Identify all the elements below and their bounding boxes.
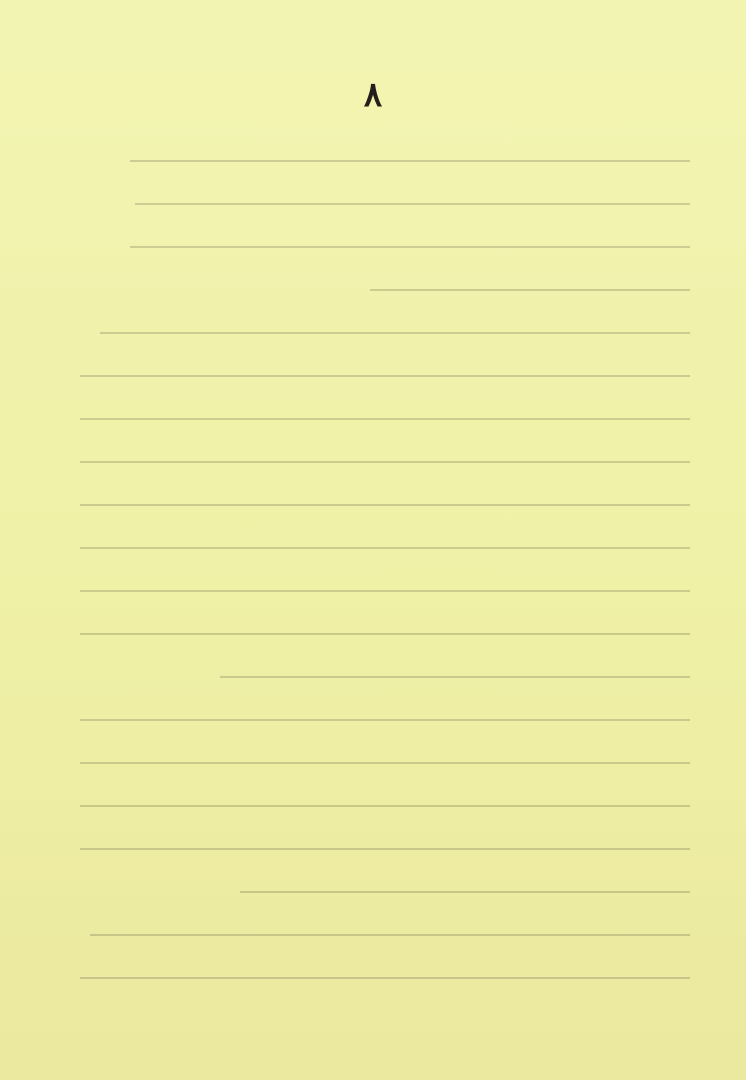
page-number: ۸ bbox=[363, 75, 383, 115]
text-line bbox=[100, 332, 690, 334]
text-line bbox=[90, 934, 690, 936]
text-line bbox=[80, 805, 690, 807]
text-line bbox=[80, 977, 690, 979]
text-line bbox=[130, 160, 690, 162]
text-line bbox=[80, 547, 690, 549]
text-line bbox=[80, 590, 690, 592]
text-line bbox=[80, 375, 690, 377]
text-line bbox=[80, 504, 690, 506]
text-line bbox=[370, 289, 690, 291]
text-line bbox=[80, 762, 690, 764]
text-line bbox=[80, 848, 690, 850]
text-line bbox=[220, 676, 690, 678]
body-text-lines bbox=[70, 140, 690, 1040]
text-line bbox=[80, 633, 690, 635]
text-line bbox=[80, 418, 690, 420]
text-line bbox=[80, 461, 690, 463]
text-line bbox=[240, 891, 690, 893]
text-line bbox=[135, 203, 690, 205]
text-line bbox=[130, 246, 690, 248]
text-line bbox=[80, 719, 690, 721]
